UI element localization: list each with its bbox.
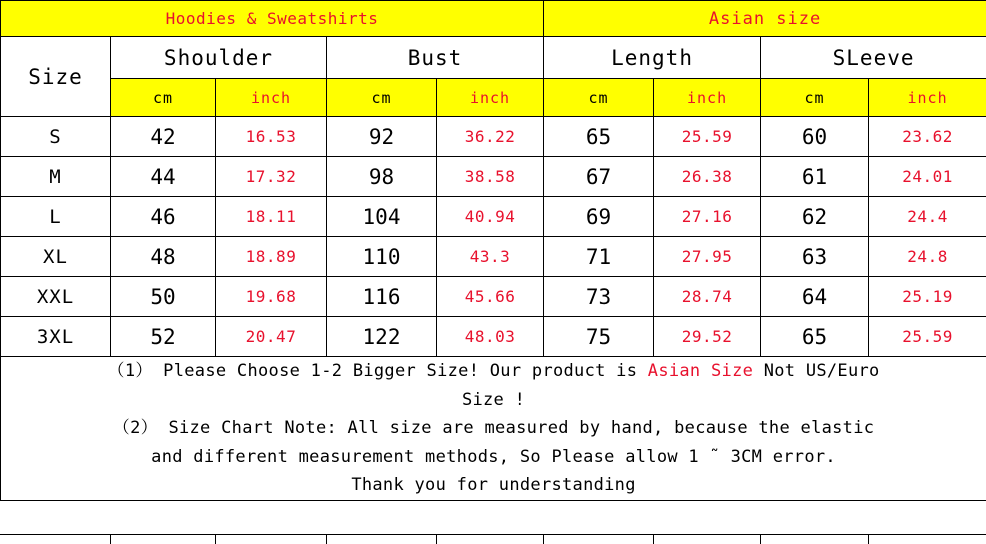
- header-length: Length: [544, 37, 761, 79]
- bottom-cell: [0, 534, 110, 544]
- bottom-cell: [543, 534, 653, 544]
- unit-shoulder-inch: inch: [216, 79, 327, 117]
- cell-length-cm: 73: [544, 277, 654, 317]
- cell-sleeve-inch: 24.01: [869, 157, 986, 197]
- cell-length-cm: 65: [544, 117, 654, 157]
- table-row: [1, 317, 986, 357]
- cell-sleeve-cm: 60: [761, 117, 869, 157]
- note-1-text-a: （1） Please Choose 1-2 Bigger Size! Our product is: [107, 361, 648, 381]
- header-shoulder: Shoulder: [111, 37, 327, 79]
- cell-shoulder-cm: 42: [111, 117, 216, 157]
- cell-bust-cm: 92: [327, 117, 437, 157]
- note-line-2: Size !: [461, 389, 526, 410]
- bottom-cell: [436, 534, 543, 544]
- cell-length-inch: 27.16: [654, 197, 761, 237]
- cell-shoulder-cm: 46: [111, 197, 216, 237]
- cell-length-cm: 67: [544, 157, 654, 197]
- group-header-row: [1, 37, 986, 79]
- unit-sleeve-cm: cm: [761, 79, 869, 117]
- unit-bust-inch: inch: [437, 79, 544, 117]
- note-1-text-b: Not US/Euro: [753, 361, 880, 381]
- cell-shoulder-inch: 17.32: [216, 157, 327, 197]
- note-1-accent: Asian Size: [647, 361, 754, 381]
- cell-sleeve-cm: 61: [761, 157, 869, 197]
- title-left: Hoodies & Sweatshirts: [1, 1, 544, 37]
- unit-bust-cm: cm: [327, 79, 437, 117]
- cell-shoulder-cm: 48: [111, 237, 216, 277]
- title-right: Asian size: [544, 1, 986, 37]
- cell-shoulder-inch: 18.89: [216, 237, 327, 277]
- cell-sleeve-inch: 23.62: [869, 117, 986, 157]
- cell-bust-inch: 48.03: [437, 317, 544, 357]
- bottom-cell: [760, 534, 868, 544]
- unit-shoulder-cm: cm: [111, 79, 216, 117]
- cell-bust-inch: 40.94: [437, 197, 544, 237]
- cell-bust-inch: 43.3: [437, 237, 544, 277]
- cell-bust-cm: 116: [327, 277, 437, 317]
- notes-cell: [1, 357, 986, 501]
- row-size: L: [1, 197, 111, 237]
- note-line-4: and different measurement methods, So Please allow 1 ˜ 3CM error.: [151, 446, 836, 467]
- cell-sleeve-cm: 64: [761, 277, 869, 317]
- unit-length-cm: cm: [544, 79, 654, 117]
- table-row: [1, 157, 986, 197]
- unit-sleeve-inch: inch: [869, 79, 986, 117]
- bottom-partial-row: [0, 534, 986, 544]
- row-size: XL: [1, 237, 111, 277]
- cell-shoulder-inch: 20.47: [216, 317, 327, 357]
- note-line-3: （2） Size Chart Note: All size are measured by hand, because the elastic: [112, 418, 875, 439]
- cell-length-inch: 27.95: [654, 237, 761, 277]
- note-line-1: [1, 357, 986, 386]
- cell-bust-cm: 104: [327, 197, 437, 237]
- cell-bust-cm: 110: [327, 237, 437, 277]
- row-size: M: [1, 157, 111, 197]
- unit-row: [1, 79, 986, 117]
- cell-length-cm: 71: [544, 237, 654, 277]
- cell-length-inch: 26.38: [654, 157, 761, 197]
- cell-length-inch: 25.59: [654, 117, 761, 157]
- cell-bust-inch: 36.22: [437, 117, 544, 157]
- table-row: [1, 117, 986, 157]
- cell-length-cm: 69: [544, 197, 654, 237]
- row-size: S: [1, 117, 111, 157]
- cell-sleeve-cm: 62: [761, 197, 869, 237]
- cell-sleeve-inch: 24.8: [869, 237, 986, 277]
- header-sleeve: SLeeve: [761, 37, 986, 79]
- bottom-cell: [215, 534, 326, 544]
- row-size: XXL: [1, 277, 111, 317]
- cell-shoulder-inch: 16.53: [216, 117, 327, 157]
- cell-shoulder-inch: 19.68: [216, 277, 327, 317]
- cell-bust-cm: 98: [327, 157, 437, 197]
- cell-sleeve-cm: 63: [761, 237, 869, 277]
- table-row: [1, 197, 986, 237]
- cell-length-inch: 28.74: [654, 277, 761, 317]
- cell-shoulder-cm: 50: [111, 277, 216, 317]
- cell-shoulder-inch: 18.11: [216, 197, 327, 237]
- notes-row: [1, 357, 986, 501]
- table-row: [1, 277, 986, 317]
- cell-bust-inch: 38.58: [437, 157, 544, 197]
- table-row: [1, 237, 986, 277]
- cell-sleeve-inch: 24.4: [869, 197, 986, 237]
- title-row: [1, 1, 986, 37]
- cell-length-inch: 29.52: [654, 317, 761, 357]
- bottom-cell: [110, 534, 215, 544]
- bottom-cell: [868, 534, 986, 544]
- cell-shoulder-cm: 52: [111, 317, 216, 357]
- header-size: Size: [1, 37, 111, 117]
- cell-sleeve-inch: 25.19: [869, 277, 986, 317]
- header-bust: Bust: [327, 37, 544, 79]
- unit-length-inch: inch: [654, 79, 761, 117]
- row-size: 3XL: [1, 317, 111, 357]
- bottom-cell: [653, 534, 760, 544]
- cell-bust-cm: 122: [327, 317, 437, 357]
- cell-sleeve-inch: 25.59: [869, 317, 986, 357]
- cell-bust-inch: 45.66: [437, 277, 544, 317]
- cell-shoulder-cm: 44: [111, 157, 216, 197]
- bottom-cell: [326, 534, 436, 544]
- note-line-5: Thank you for understanding: [351, 475, 636, 496]
- cell-length-cm: 75: [544, 317, 654, 357]
- cell-sleeve-cm: 65: [761, 317, 869, 357]
